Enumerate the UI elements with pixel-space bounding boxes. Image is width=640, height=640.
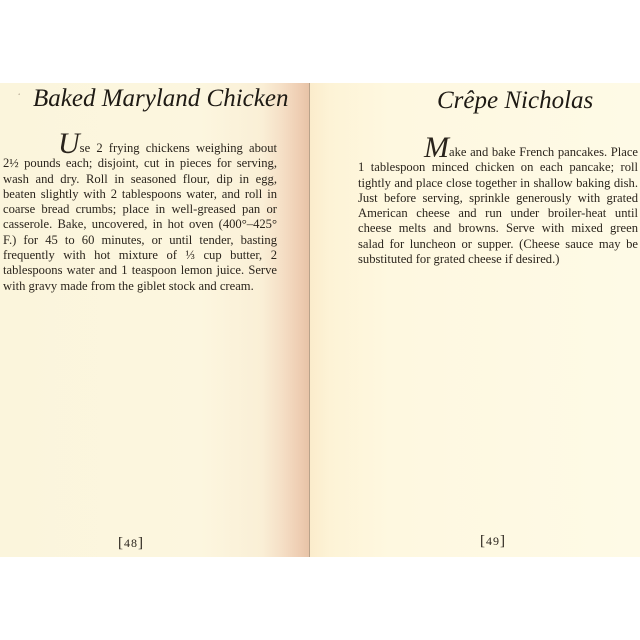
recipe-body	[3, 127, 277, 294]
recipe-body	[358, 131, 638, 267]
page-number	[480, 533, 506, 550]
folio-bracket-open: [	[118, 535, 124, 551]
open-book-spread	[0, 83, 640, 557]
left-page	[0, 83, 310, 557]
folio-bracket-open: [	[480, 533, 486, 549]
folio-bracket-close: ]	[500, 533, 506, 549]
drop-cap: M	[424, 131, 449, 164]
folio-bracket-close: ]	[138, 535, 144, 551]
recipe-title: Crêpe Nicholas	[437, 87, 594, 114]
stray-mark: ‘	[18, 92, 21, 100]
recipe-text: se 2 frying chickens weighing about 2½ pounds each; disjoint, cut in pieces for serving, wash and dry. Roll in seasoned flour, dip in egg, beaten slightly with 2 tablespoons water, and roll in coarse bread crumbs; place in well-greased pan or casserole. Bake, uncovered, in hot oven (400°–425° F.) for 45 to 60 minutes, or until tender, basting frequently with hot mixture of ⅓ cup butter, 2 tablespoons water and 1 teaspoon lemon juice. Serve with gravy made from the giblet stock and cream.	[3, 141, 277, 293]
page-number-value: 48	[124, 536, 138, 550]
page-number	[118, 535, 144, 552]
page-number-value: 49	[486, 534, 500, 548]
right-page	[310, 83, 640, 557]
recipe-text: ake and bake French pancakes. Place 1 tablespoon minced chicken on each pancake; roll tightly and place close together in shallow baking dish. Just before serving, sprinkle generously with grated American cheese and run under broiler-heat until cheese melts and browns. Serve with mixed green salad for luncheon or supper. (Cheese sauce may be substituted for grated cheese if desired.)	[358, 145, 638, 267]
drop-cap: U	[58, 127, 80, 160]
recipe-title: Baked Maryland Chicken	[33, 85, 289, 112]
